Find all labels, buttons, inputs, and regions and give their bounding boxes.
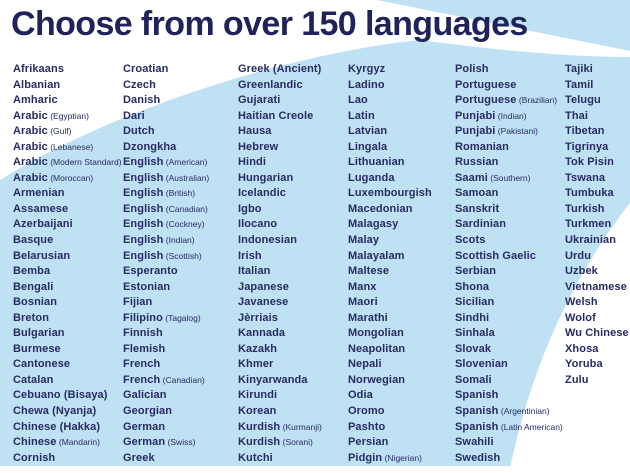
language-name: English xyxy=(123,249,164,262)
language-item xyxy=(238,62,348,78)
language-variant-note: (Gulf) xyxy=(47,126,72,137)
white-bottom-strip xyxy=(0,466,630,473)
language-variant-note: (Hakka) xyxy=(56,420,101,433)
language-variant-note: (British) xyxy=(163,188,196,199)
language-item xyxy=(123,155,238,171)
language-column-5 xyxy=(455,62,565,466)
language-variant-note: (Canadian) xyxy=(163,203,208,214)
language-item: Armenian xyxy=(13,187,65,200)
language-name: Chewa xyxy=(13,405,49,418)
language-item: Latvian xyxy=(348,125,388,138)
language-item: Vietnamese xyxy=(565,280,627,293)
language-column-4 xyxy=(348,62,455,466)
language-name: Chinese xyxy=(13,420,57,433)
language-variant-note: (Kurmanji) xyxy=(280,421,322,432)
language-item xyxy=(13,109,123,125)
language-item: Irish xyxy=(238,249,262,262)
language-item: Bosnian xyxy=(13,296,58,309)
language-item: Jèrriais xyxy=(238,311,278,324)
language-item: Tswana xyxy=(565,171,606,184)
language-item: Kazakh xyxy=(238,342,278,355)
language-item: Slovak xyxy=(455,342,492,355)
language-item: Tajiki xyxy=(565,63,593,75)
language-item: Wolof xyxy=(565,311,596,324)
language-name: Arabic xyxy=(13,125,48,138)
language-item: Hebrew xyxy=(238,140,279,153)
language-item xyxy=(123,217,238,233)
language-item xyxy=(455,93,565,109)
language-item: Sardinian xyxy=(455,218,507,231)
language-column-3 xyxy=(238,62,348,466)
language-variant-note: (Scottish) xyxy=(163,250,202,261)
language-variant-note: (Canadian) xyxy=(160,374,205,385)
language-name: Pidgin xyxy=(348,451,383,464)
language-item: Assamese xyxy=(13,202,69,215)
language-item: Urdu xyxy=(565,249,592,262)
language-item xyxy=(123,233,238,249)
language-item: Hungarian xyxy=(238,171,294,184)
language-item: Kirundi xyxy=(238,389,278,402)
language-item: Dutch xyxy=(123,125,155,138)
language-item: Sanskrit xyxy=(455,202,500,215)
language-column-1 xyxy=(13,62,123,466)
language-item: Greenlandic xyxy=(238,78,303,91)
language-item: Wu Chinese xyxy=(565,327,629,340)
language-variant-note: (Mandarin) xyxy=(56,437,100,448)
language-item: Dzongkha xyxy=(123,140,177,153)
language-item xyxy=(123,311,238,327)
language-item: Basque xyxy=(13,234,54,247)
language-item: Georgian xyxy=(123,405,173,418)
language-item: Turkmen xyxy=(565,218,612,231)
language-item: Xhosa xyxy=(565,342,599,355)
language-item: Malayalam xyxy=(348,249,405,262)
language-item: Swedish xyxy=(455,451,501,464)
language-item: Shona xyxy=(455,280,490,293)
language-name: Saami xyxy=(455,171,488,184)
language-item: Tigrinya xyxy=(565,140,609,153)
language-item: Flemish xyxy=(123,342,166,355)
language-variant-note: (Indian) xyxy=(495,110,527,121)
language-variant-note: (Swiss) xyxy=(165,437,196,448)
language-item: Sindhi xyxy=(455,311,490,324)
language-variant-note: (Lebanese) xyxy=(47,141,94,152)
language-item: Afrikaans xyxy=(13,63,65,75)
language-item: Tok Pisin xyxy=(565,156,614,169)
language-item: Macedonian xyxy=(348,202,413,215)
language-item: Norwegian xyxy=(348,373,406,386)
language-item: Maltese xyxy=(348,265,390,278)
language-item xyxy=(348,451,455,467)
language-variant-note: (Nigerian) xyxy=(382,452,422,463)
language-item: Dari xyxy=(123,109,145,122)
language-item: Fijian xyxy=(123,296,153,309)
language-name: German xyxy=(123,436,166,449)
language-item: Kannada xyxy=(238,327,286,340)
language-item xyxy=(123,373,238,389)
language-item: Swahili xyxy=(455,436,494,449)
language-item: Romanian xyxy=(455,140,509,153)
language-name: English xyxy=(123,156,164,169)
language-item: Portuguese xyxy=(455,78,517,91)
language-item: Hindi xyxy=(238,156,266,169)
language-item: Croatian xyxy=(123,63,169,75)
language-item: Oromo xyxy=(348,405,385,418)
language-columns xyxy=(13,62,630,466)
language-item: Maori xyxy=(348,296,378,309)
language-item: Neapolitan xyxy=(348,342,406,355)
language-variant-note: (Australian) xyxy=(163,172,210,183)
language-item: Greek xyxy=(123,451,155,464)
language-item xyxy=(238,435,348,451)
language-item: Russian xyxy=(455,156,499,169)
language-item: Korean xyxy=(238,405,277,418)
language-item xyxy=(455,109,565,125)
language-variant-note: (Ancient) xyxy=(269,63,322,75)
language-item xyxy=(123,186,238,202)
language-item: Amharic xyxy=(13,94,58,107)
language-name: English xyxy=(123,218,164,231)
language-item: Catalan xyxy=(13,373,54,386)
language-variant-note: (Nyanja) xyxy=(48,405,97,418)
language-item xyxy=(123,171,238,187)
language-item: Finnish xyxy=(123,327,163,340)
language-variant-note: (American) xyxy=(163,157,208,168)
language-item: Japanese xyxy=(238,280,289,293)
language-item: Lithuanian xyxy=(348,156,405,169)
language-item: Burmese xyxy=(13,342,61,355)
language-variant-note: (Modern Standard) xyxy=(47,157,122,168)
language-name: Arabic xyxy=(13,140,48,153)
language-item: Sicilian xyxy=(455,296,495,309)
language-item: Cantonese xyxy=(13,358,71,371)
language-item: Cornish xyxy=(13,451,56,464)
language-item xyxy=(123,435,238,451)
language-item: French xyxy=(123,358,161,371)
language-item: Serbian xyxy=(455,265,497,278)
language-item: Azerbaijani xyxy=(13,218,73,231)
language-item: Haitian Creole xyxy=(238,109,314,122)
language-variant-note: (Cockney) xyxy=(163,219,205,230)
language-item xyxy=(238,420,348,436)
language-name: English xyxy=(123,171,164,184)
language-name: Arabic xyxy=(13,171,48,184)
language-variant-note: (Moroccan) xyxy=(47,172,94,183)
language-name: English xyxy=(123,202,164,215)
language-item: Odia xyxy=(348,389,373,402)
language-item xyxy=(13,420,123,436)
language-item: Bengali xyxy=(13,280,54,293)
language-name: Punjabi xyxy=(455,109,496,122)
language-item: Italian xyxy=(238,265,271,278)
language-item xyxy=(13,124,123,140)
language-item: Icelandic xyxy=(238,187,286,200)
language-name: Greek xyxy=(238,63,270,75)
language-name: English xyxy=(123,234,164,247)
language-item: Manx xyxy=(348,280,377,293)
language-variant-note: (Southern) xyxy=(487,172,531,183)
language-item: Belarusian xyxy=(13,249,71,262)
language-variant-note: (Sorani) xyxy=(280,437,313,448)
language-item: Somali xyxy=(455,373,492,386)
language-item: Persian xyxy=(348,436,389,449)
language-item: Kinyarwanda xyxy=(238,373,308,386)
language-item: Tibetan xyxy=(565,125,605,138)
language-name: Kurdish xyxy=(238,436,281,449)
language-item: Gujarati xyxy=(238,94,281,107)
language-item: Hausa xyxy=(238,125,272,138)
language-item xyxy=(455,171,565,187)
language-item: Uzbek xyxy=(565,265,598,278)
language-item: Spanish xyxy=(455,389,499,402)
language-name: Arabic xyxy=(13,109,48,122)
language-item xyxy=(455,124,565,140)
language-name: French xyxy=(123,373,161,386)
language-item: Breton xyxy=(13,311,50,324)
language-item: Luxembourgish xyxy=(348,187,432,200)
language-variant-note: (Egyptian) xyxy=(47,110,89,121)
language-item: Mongolian xyxy=(348,327,404,340)
language-item xyxy=(13,140,123,156)
language-item: Zulu xyxy=(565,373,589,386)
page-title: Choose from over 150 languages xyxy=(11,5,528,43)
language-item: Lao xyxy=(348,94,368,107)
language-item: Lingala xyxy=(348,140,388,153)
language-item: Samoan xyxy=(455,187,499,200)
language-variant-note: (Brazilian) xyxy=(516,95,558,106)
language-name: Spanish xyxy=(455,405,499,418)
language-item: Albanian xyxy=(13,78,61,91)
language-item: Scots xyxy=(455,234,486,247)
language-name: Arabic xyxy=(13,156,48,169)
language-name: Portuguese xyxy=(455,94,517,107)
language-item xyxy=(455,404,565,420)
language-item xyxy=(123,202,238,218)
language-name: Punjabi xyxy=(455,125,496,138)
language-item: Indonesian xyxy=(238,234,298,247)
language-variant-note: (Latin American) xyxy=(498,421,563,432)
language-item: Thai xyxy=(565,109,589,122)
language-item: Latin xyxy=(348,109,375,122)
language-column-2 xyxy=(123,62,238,466)
language-item: Luganda xyxy=(348,171,395,184)
language-name: Cebuano xyxy=(13,389,61,402)
language-column-6 xyxy=(565,62,630,466)
language-item: Kutchi xyxy=(238,451,273,464)
language-item xyxy=(13,388,123,404)
language-item: Malay xyxy=(348,234,380,247)
language-item: Khmer xyxy=(238,358,274,371)
language-item: Galician xyxy=(123,389,167,402)
language-item: Tumbuka xyxy=(565,187,614,200)
language-item xyxy=(123,249,238,265)
language-name: Chinese xyxy=(13,436,57,449)
language-item: Sinhala xyxy=(455,327,495,340)
language-item: Ilocano xyxy=(238,218,278,231)
language-item: Czech xyxy=(123,78,156,91)
language-item: Turkish xyxy=(565,202,605,215)
language-item xyxy=(13,171,123,187)
language-variant-note: (Tagalog) xyxy=(162,312,201,323)
language-item xyxy=(13,404,123,420)
language-item: Scottish Gaelic xyxy=(455,249,536,262)
language-variant-note: (Pakistani) xyxy=(495,126,538,137)
language-item: Polish xyxy=(455,63,489,75)
language-item: Bulgarian xyxy=(13,327,65,340)
language-variant-note: (Indian) xyxy=(163,235,195,246)
language-item: German xyxy=(123,420,166,433)
language-item: Marathi xyxy=(348,311,388,324)
language-item: Igbo xyxy=(238,202,262,215)
language-variant-note: (Bisaya) xyxy=(60,389,108,402)
language-item xyxy=(13,435,123,451)
language-item xyxy=(455,420,565,436)
language-name: Kurdish xyxy=(238,420,281,433)
language-item: Ladino xyxy=(348,78,385,91)
language-item: Pashto xyxy=(348,420,386,433)
language-item: Yoruba xyxy=(565,358,603,371)
language-item: Nepali xyxy=(348,358,382,371)
language-item: Kyrgyz xyxy=(348,63,386,75)
language-item: Bemba xyxy=(13,265,51,278)
language-item: Javanese xyxy=(238,296,289,309)
language-name: Spanish xyxy=(455,420,499,433)
language-item: Malagasy xyxy=(348,218,399,231)
language-item: Telugu xyxy=(565,94,601,107)
language-variant-note: (Argentinian) xyxy=(498,406,550,417)
language-item: Tamil xyxy=(565,78,594,91)
language-item: Esperanto xyxy=(123,265,178,278)
language-item: Danish xyxy=(123,94,161,107)
language-name: Filipino xyxy=(123,311,163,324)
language-item: Slovenian xyxy=(455,358,508,371)
language-item: Welsh xyxy=(565,296,598,309)
language-item: Estonian xyxy=(123,280,171,293)
language-item: Ukrainian xyxy=(565,234,617,247)
language-name: English xyxy=(123,187,164,200)
language-item xyxy=(13,155,123,171)
